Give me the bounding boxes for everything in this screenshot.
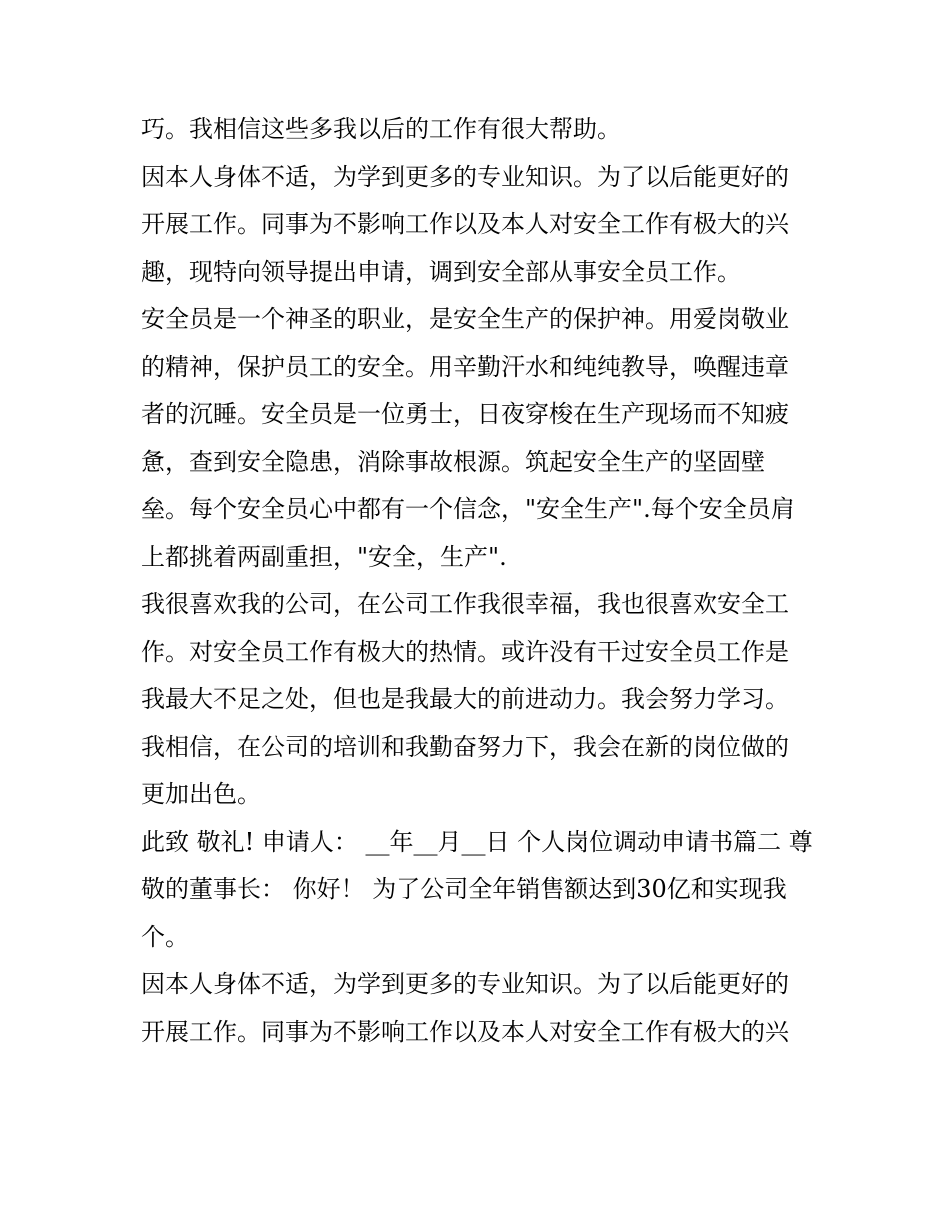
text-line: 开展工作。同事为不影响工作以及本人对安全工作有极大的兴 [141,210,789,238]
text-line: 我相信，在公司的培训和我勤奋努力下，我会在新的岗位做的 [141,732,789,761]
text-line: 敬的董事长： 你好！ 为了公司全年销售额达到30亿和实现我 [141,875,787,903]
text-line: 垒。每个安全员心中都有一个信念，"安全生产".每个安全员肩 [141,495,795,523]
text-line: 此致 敬礼! 申请人： __年__月__日 个人岗位调动申请书篇二 尊 [141,827,813,856]
text-line: 我最大不足之处，但也是我最大的前进动力。我会努力学习。 [141,685,789,713]
text-line: 更加出色。 [141,780,261,808]
paragraph-6 [141,961,821,1056]
text-line: 因本人身体不适，为学到更多的专业知识。为了以后能更好的 [141,162,789,191]
text-line: 的精神，保护员工的安全。用辛勤汗水和纯纯教导，唤醒违章 [141,352,789,381]
text-line: 开展工作。同事为不影响工作以及本人对安全工作有极大的兴 [141,1017,789,1046]
text-line: 巧。我相信这些多我以后的工作有很大帮助。 [141,115,621,143]
text-line: 因本人身体不适，为学到更多的专业知识。为了以后能更好的 [141,970,789,998]
text-line: 者的沉睡。安全员是一位勇士，日夜穿梭在生产现场而不知疲 [141,400,789,428]
paragraph-2 [141,154,821,297]
text-line: 安全员是一个神圣的职业，是安全生产的保护神。用爱岗敬业 [141,305,789,333]
text-line: 惫，查到安全隐患，消除事故根源。筑起安全生产的坚固壁 [141,447,765,476]
paragraph-5 [141,819,821,962]
paragraph-3 [141,296,821,581]
document-body [141,106,821,1056]
paragraph-4 [141,581,821,819]
text-line: 个。 [141,922,189,951]
text-line: 上都挑着两副重担，"安全，生产". [141,542,507,571]
text-line: 作。对安全员工作有极大的热情。或许没有干过安全员工作是 [141,637,789,666]
text-line: 趣，现特向领导提出申请，调到安全部从事安全员工作。 [141,257,741,286]
text-line: 我很喜欢我的公司，在公司工作我很幸福，我也很喜欢安全工 [141,590,789,618]
paragraph-1 [141,106,821,154]
